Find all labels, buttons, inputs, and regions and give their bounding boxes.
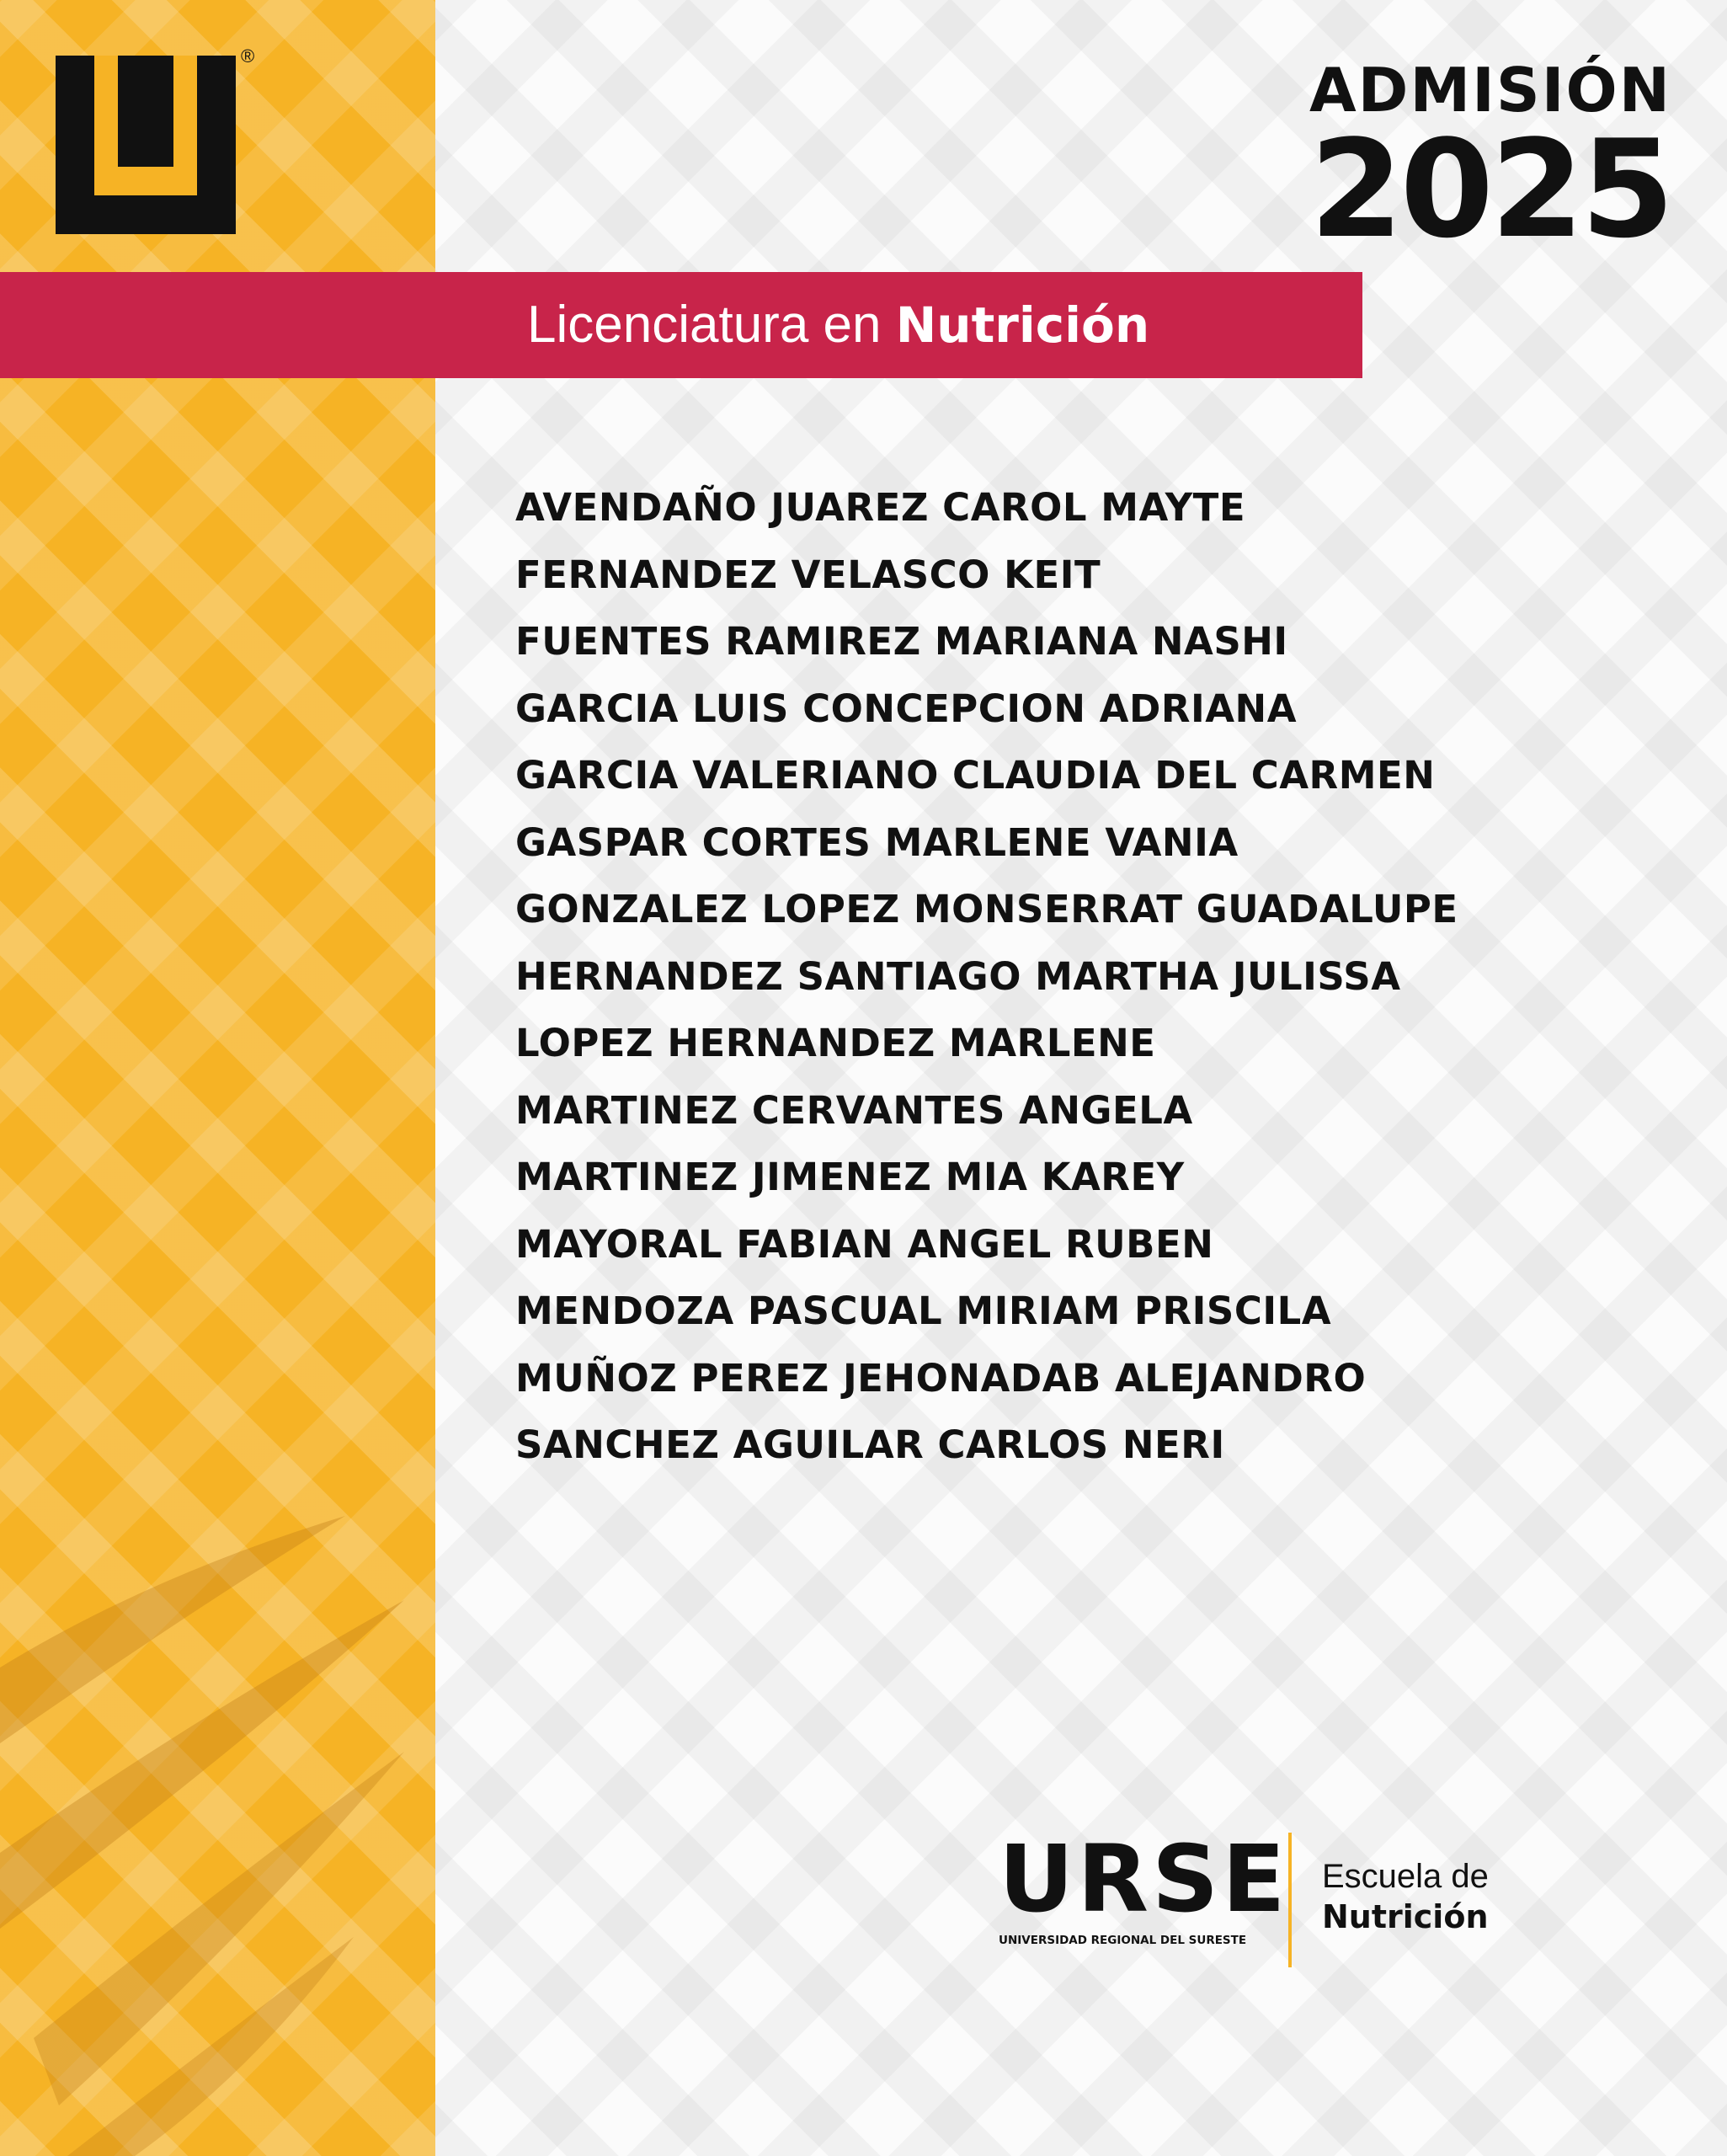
school-name: Nutrición [1322,1898,1489,1935]
list-item: GARCIA VALERIANO CLAUDIA DEL CARMEN [515,753,1436,798]
list-item: GONZALEZ LOPEZ MONSERRAT GUADALUPE [515,887,1458,931]
program-name: Nutrición [895,296,1150,354]
claw-marks-icon [0,1499,435,2156]
list-item: MARTINEZ CERVANTES ANGELA [515,1087,1193,1133]
list-item: AVENDAÑO JUAREZ CAROL MAYTE [515,485,1246,530]
list-item: LOPEZ HERNANDEZ MARLENE [515,1021,1156,1065]
admission-heading [1309,54,1671,268]
school-label: Escuela de [1322,1858,1489,1895]
list-item: GASPAR CORTES MARLENE VANIA [515,819,1239,865]
registered-mark: ® [241,45,255,67]
urse-full-name: UNIVERSIDAD REGIONAL DEL SURESTE [999,1934,1247,1947]
list-item: MARTINEZ JIMENEZ MIA KAREY [515,1155,1185,1199]
program-title [527,272,1149,378]
list-item: MAYORAL FABIAN ANGEL RUBEN [515,1221,1214,1267]
u-logo-icon [56,56,236,234]
program-banner [0,272,1362,378]
list-item: GARCIA LUIS CONCEPCION ADRIANA [515,686,1298,731]
urse-wordmark: URSE [999,1825,1289,1933]
list-item: HERNANDEZ SANTIAGO MARTHA JULISSA [515,953,1401,999]
list-item: MUÑOZ PEREZ JEHONADAB ALEJANDRO [515,1355,1367,1401]
urse-footer-logo [999,1825,1489,1967]
admitted-names-list [515,474,1458,1479]
admission-year: 2025 [1309,110,1671,268]
footer-divider [1288,1833,1292,1967]
list-item: FERNANDEZ VELASCO KEIT [515,552,1101,597]
admission-label: ADMISIÓN [1309,55,1671,125]
list-item: SANCHEZ AGUILAR CARLOS NERI [515,1422,1225,1467]
program-prefix: Licenciatura en [527,296,896,354]
list-item: FUENTES RAMIREZ MARIANA NASHI [515,619,1288,664]
list-item: MENDOZA PASCUAL MIRIAM PRISCILA [515,1289,1332,1333]
